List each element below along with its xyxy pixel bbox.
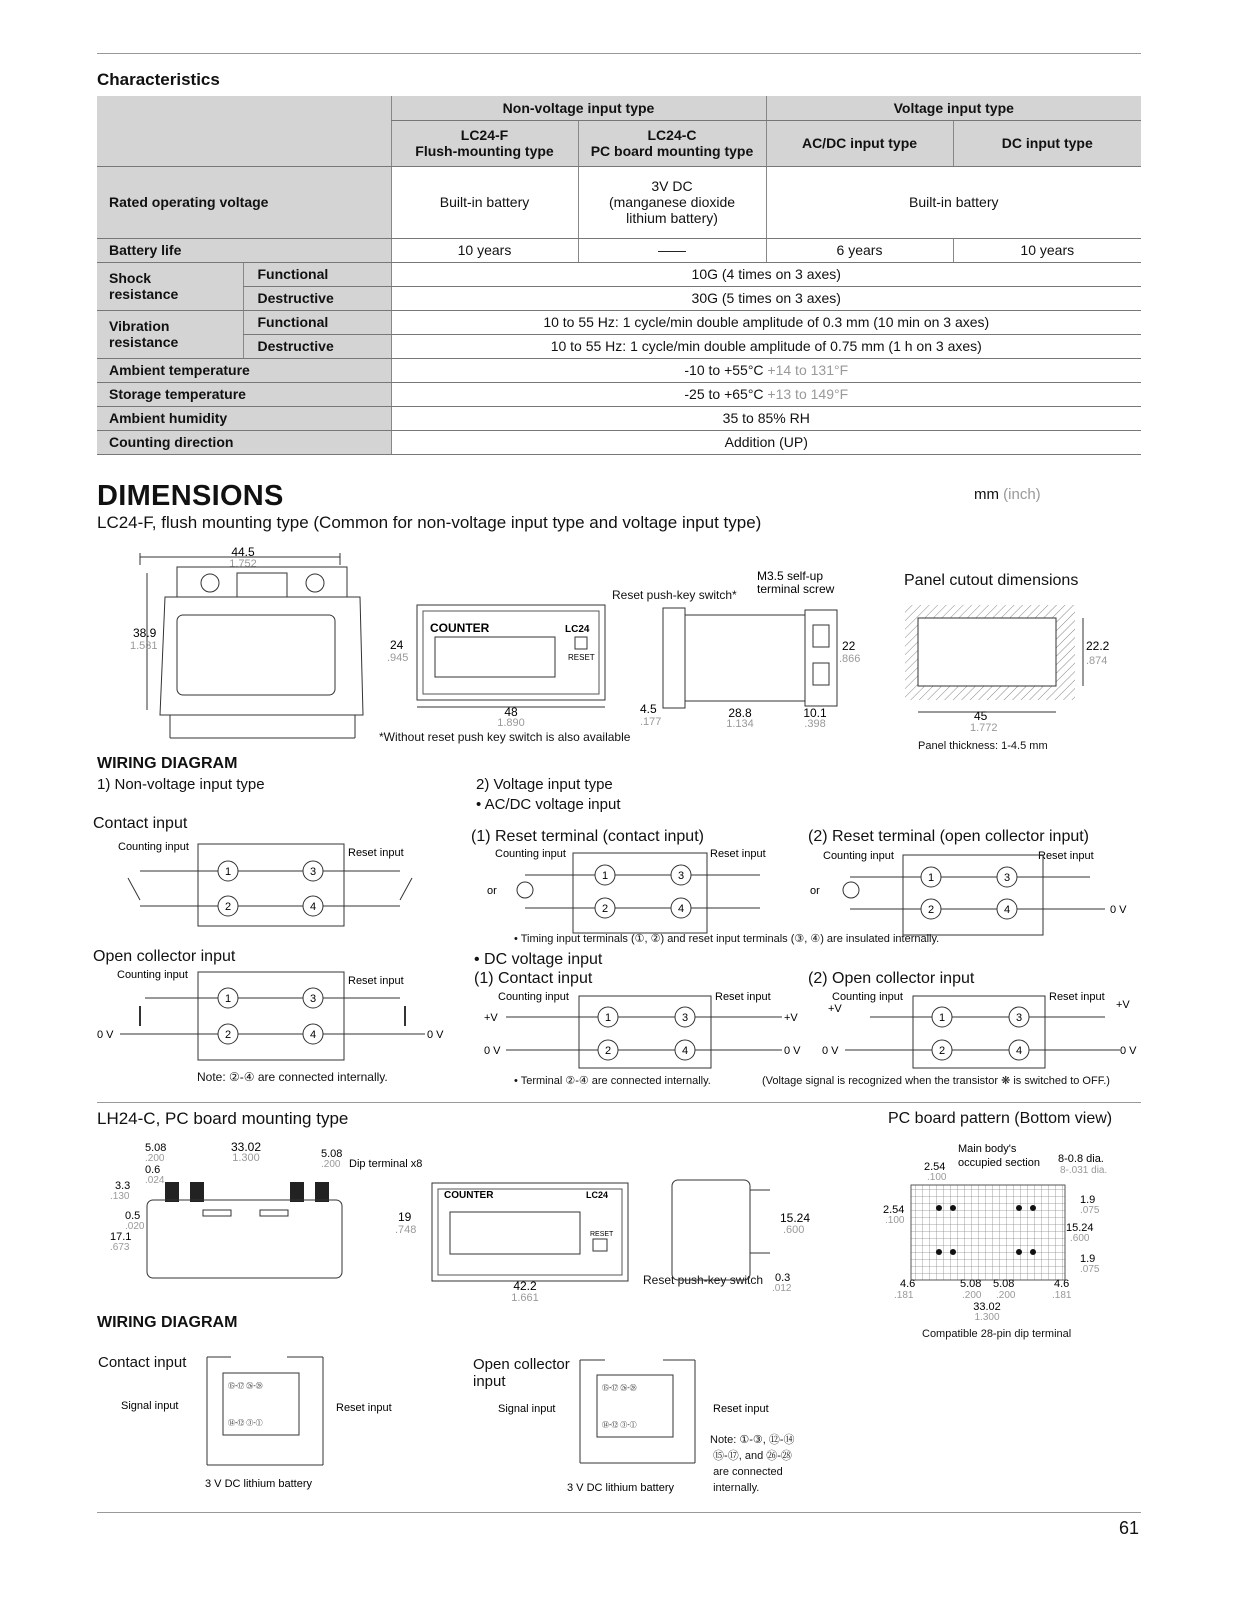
svg-text:4.6: 4.6: [900, 1278, 916, 1290]
lc24f-title: LC24-F, flush mounting type (Common for non-voltage input type and voltage input type): [97, 513, 762, 532]
svg-text:+V: +V: [1116, 999, 1130, 1011]
voltage-type-label: 2) Voltage input type: [476, 776, 613, 793]
timing-note: • Timing input terminals (①, ②) and reset input terminals (③, ④) are insulated internally.: [514, 933, 940, 945]
svg-text:Reset input: Reset input: [715, 991, 771, 1003]
lc24f-side-view: [635, 570, 875, 740]
svg-text:⑭-⑫ ③-①: ⑭-⑫ ③-①: [228, 1420, 263, 1427]
svg-text:0.3: 0.3: [775, 1272, 791, 1284]
svg-text:Reset input: Reset input: [348, 975, 404, 987]
svg-text:3: 3: [1015, 1012, 1023, 1024]
svg-text:Counting input: Counting input: [832, 991, 903, 1003]
acdc-bullet: • AC/DC voltage input: [476, 796, 621, 813]
svg-text:Counting input: Counting input: [495, 848, 566, 860]
svg-text:4.6: 4.6: [1054, 1278, 1070, 1290]
svg-text:.130: .130: [110, 1191, 130, 1202]
svg-text:1.661: 1.661: [511, 1292, 539, 1304]
svg-text:4: 4: [681, 1045, 689, 1057]
svg-text:5.08: 5.08: [145, 1142, 167, 1154]
svg-text:15.24: 15.24: [1066, 1222, 1094, 1234]
units-label: mm (inch): [974, 486, 1041, 503]
svg-text:3: 3: [681, 1012, 689, 1024]
dim-1-531: 1.531: [130, 640, 158, 652]
non-voltage-label: 1) Non-voltage input type: [97, 776, 265, 793]
without-reset-note: *Without reset push key switch is also available: [379, 730, 631, 744]
dim-44-5: 44.5: [231, 545, 255, 559]
svg-text:4: 4: [309, 1029, 317, 1041]
svg-text:Reset input: Reset input: [713, 1403, 769, 1415]
svg-text:.075: .075: [1080, 1264, 1100, 1275]
pcb-pattern: [880, 1140, 1120, 1330]
lh24c-contact-diagram: [115, 1355, 425, 1495]
dim-10-1: 10.1: [803, 706, 827, 720]
table-row: Battery life 10 years —— 6 years 10 years: [97, 238, 1141, 262]
table-row: Rated operating voltage Built-in battery 3V DC (manganese dioxide lithium battery) Built-in battery: [97, 166, 1141, 238]
dc-oc-label: (2) Open collector input: [808, 970, 975, 987]
voltage-signal-note: (Voltage signal is recognized when the transistor ❋ is switched to OFF.): [762, 1075, 1110, 1087]
dc-contact-diagram: [484, 988, 804, 1068]
svg-text:0 V: 0 V: [427, 1029, 444, 1041]
svg-text:⑮-⑰ ㉖-㉘: ⑮-⑰ ㉖-㉘: [228, 1383, 263, 1390]
svg-text:Dip terminal x8: Dip terminal x8: [349, 1158, 423, 1170]
svg-text:⑭-⑫ ③-①: ⑭-⑫ ③-①: [602, 1422, 637, 1429]
svg-text:or: or: [810, 885, 820, 897]
characteristics-title: Characteristics: [97, 70, 220, 89]
svg-text:1.9: 1.9: [1080, 1194, 1096, 1206]
svg-text:COUNTER: COUNTER: [444, 1190, 494, 1201]
header-dc: DC input type: [953, 120, 1141, 166]
contact-input-label-2: Contact input: [98, 1354, 187, 1371]
svg-text:0 V: 0 V: [784, 1045, 801, 1057]
svg-text:Reset input: Reset input: [348, 847, 404, 859]
dim-945: .945: [387, 652, 409, 664]
svg-text:Reset input: Reset input: [1049, 991, 1105, 1003]
bottom-rule: [97, 1512, 1141, 1513]
reset-label: RESET: [568, 653, 595, 662]
counter-label: COUNTER: [430, 621, 490, 635]
svg-text:5.08: 5.08: [960, 1278, 982, 1290]
svg-text:Reset input: Reset input: [1038, 850, 1094, 862]
header-lc24c: LC24-C PC board mounting type: [578, 120, 766, 166]
svg-text:occupied section: occupied section: [958, 1157, 1040, 1169]
svg-text:Reset input: Reset input: [710, 848, 766, 860]
svg-text:.012: .012: [772, 1283, 792, 1294]
svg-text:33.02: 33.02: [230, 1140, 262, 1154]
svg-text:0 V: 0 V: [822, 1045, 839, 1057]
lc24-label: LC24: [565, 624, 590, 635]
table-row: Shock resistance Functional 10G (4 times on 3 axes): [97, 262, 1141, 286]
reset-switch-note: Reset push-key switch*: [612, 588, 737, 602]
svg-text:.200: .200: [996, 1290, 1016, 1301]
panel-cutout-drawing: [900, 600, 1120, 735]
top-rule: [97, 53, 1141, 54]
open-collector-diagram: [95, 966, 455, 1066]
lh24c-side-view: [105, 1140, 435, 1290]
svg-text:Counting input: Counting input: [117, 969, 188, 981]
dc-oc-diagram: [820, 988, 1140, 1068]
m35-label-2: terminal screw: [757, 582, 835, 596]
svg-text:.181: .181: [894, 1290, 914, 1301]
reset-oc-label: (2) Reset terminal (open collector input): [808, 828, 1090, 845]
dim-48: 48: [504, 705, 518, 719]
header-acdc: AC/DC input type: [766, 120, 953, 166]
contact-input-label: Contact input: [93, 815, 188, 832]
svg-text:LC24: LC24: [586, 1190, 609, 1200]
svg-text:.024: .024: [145, 1175, 165, 1186]
svg-text:0.6: 0.6: [145, 1164, 161, 1176]
svg-text:⑮-⑰ ㉖-㉘: ⑮-⑰ ㉖-㉘: [602, 1385, 637, 1392]
svg-text:2: 2: [224, 1029, 232, 1041]
svg-text:1.9: 1.9: [1080, 1253, 1096, 1265]
cutout-22-2: 22.2: [1086, 639, 1110, 653]
svg-text:15.24: 15.24: [780, 1211, 811, 1225]
dim-866: .866: [839, 653, 861, 665]
wiring-title-2: WIRING DIAGRAM: [97, 1314, 238, 1331]
svg-text:or: or: [487, 885, 497, 897]
header-non-voltage: Non-voltage input type: [391, 96, 766, 120]
table-row: Ambient humidity 35 to 85% RH: [97, 406, 1141, 430]
svg-text:1: 1: [938, 1012, 946, 1024]
reset-contact-label: (1) Reset terminal (contact input): [471, 828, 704, 845]
svg-text:1: 1: [601, 870, 609, 882]
svg-text:1.300: 1.300: [974, 1312, 1000, 1323]
dim-177: .177: [640, 716, 662, 728]
dim-28-8: 28.8: [728, 706, 752, 720]
open-collector-label: Open collector input: [93, 948, 236, 965]
svg-text:4: 4: [1003, 904, 1011, 916]
dim-1-752: 1.752: [229, 558, 257, 570]
svg-text:.075: .075: [1080, 1205, 1100, 1216]
cutout-1-772: 1.772: [970, 722, 998, 734]
panel-thickness: Panel thickness: 1-4.5 mm: [918, 740, 1048, 752]
note-2: Note: ①-③, ⑫-⑭ ⑮-⑰, and ㉖-㉘ are connected internally.: [710, 1434, 795, 1494]
svg-text:2: 2: [604, 1045, 612, 1057]
svg-text:8-.031 dia.: 8-.031 dia.: [1060, 1165, 1108, 1176]
svg-text:3 V DC lithium battery: 3 V DC lithium battery: [567, 1482, 674, 1494]
compatible-note: Compatible 28-pin dip terminal: [922, 1328, 1072, 1340]
svg-text:Signal input: Signal input: [498, 1403, 556, 1415]
svg-text:2: 2: [927, 904, 935, 916]
svg-text:0 V: 0 V: [97, 1029, 114, 1041]
svg-text:Counting input: Counting input: [498, 991, 569, 1003]
dim-1-134: 1.134: [726, 718, 754, 730]
svg-text:Signal input: Signal input: [121, 1400, 179, 1412]
table-row: Ambient temperature -10 to +55°C +14 to 131°F: [97, 358, 1141, 382]
panel-cutout-title: Panel cutout dimensions: [904, 572, 1079, 589]
svg-text:5.08: 5.08: [321, 1148, 343, 1160]
svg-text:.200: .200: [145, 1153, 165, 1164]
svg-text:1: 1: [927, 872, 935, 884]
svg-text:3.3: 3.3: [115, 1180, 131, 1192]
svg-text:19: 19: [398, 1210, 412, 1224]
acdc-contact-diagram: [470, 845, 780, 935]
lc24f-front-view: [385, 595, 625, 745]
svg-text:4: 4: [677, 903, 685, 915]
dim-4-5: 4.5: [640, 702, 657, 716]
svg-text:Counting input: Counting input: [823, 850, 894, 862]
m35-label-1: M3.5 self-up: [757, 569, 824, 583]
svg-text:1: 1: [224, 993, 232, 1005]
svg-text:.200: .200: [962, 1290, 982, 1301]
svg-text:1: 1: [224, 866, 232, 878]
acdc-oc-diagram: [795, 845, 1135, 935]
note-1: Note: ②-④ are connected internally.: [197, 1070, 388, 1084]
svg-text:42.2: 42.2: [513, 1279, 537, 1293]
svg-text:2.54: 2.54: [883, 1204, 905, 1216]
svg-text:Main body's: Main body's: [958, 1143, 1017, 1155]
svg-text:.600: .600: [1070, 1233, 1090, 1244]
svg-text:Reset input: Reset input: [336, 1402, 392, 1414]
svg-text:.600: .600: [783, 1224, 805, 1236]
dimensions-title: DIMENSIONS: [97, 480, 284, 512]
svg-text:.020: .020: [125, 1221, 145, 1232]
dim-22: 22: [842, 639, 856, 653]
dc-bullet: • DC voltage input: [474, 951, 603, 968]
cutout-45: 45: [974, 709, 988, 723]
pcb-title: PC board pattern (Bottom view): [888, 1110, 1113, 1127]
table-row: Vibration resistance Functional 10 to 55 Hz: 1 cycle/min double amplitude of 0.3 mm (10 min on 3 axes): [97, 310, 1141, 334]
section-rule: [97, 1102, 1141, 1103]
dim-1-890: 1.890: [497, 717, 525, 729]
table-row: Destructive 30G (5 times on 3 axes): [97, 286, 1141, 310]
svg-text:17.1: 17.1: [110, 1231, 132, 1243]
svg-text:3: 3: [309, 993, 317, 1005]
svg-text:.100: .100: [927, 1172, 947, 1183]
dim-24: 24: [390, 638, 404, 652]
lh24c-reset-switch: Reset push-key switch: [643, 1273, 764, 1287]
svg-text:.673: .673: [110, 1242, 130, 1253]
dim-398: .398: [804, 718, 826, 730]
page-number: 61: [1118, 1518, 1139, 1538]
svg-text:5.08: 5.08: [993, 1278, 1015, 1290]
svg-text:0.5: 0.5: [125, 1210, 141, 1222]
dim-38-9: 38.9: [133, 626, 157, 640]
dc-contact-label: (1) Contact input: [474, 970, 593, 987]
svg-text:.181: .181: [1052, 1290, 1072, 1301]
lh24c-side-profile: [660, 1175, 810, 1295]
table-row: Destructive 10 to 55 Hz: 1 cycle/min double amplitude of 0.75 mm (1 h on 3 axes): [97, 334, 1141, 358]
svg-text:Counting input: Counting input: [118, 841, 189, 853]
terminal-note: • Terminal ②-④ are connected internally.: [514, 1075, 711, 1087]
svg-text:3 V DC lithium battery: 3 V DC lithium battery: [205, 1478, 312, 1490]
svg-text:.748: .748: [395, 1224, 417, 1236]
table-row: Storage temperature -25 to +65°C +13 to 149°F: [97, 382, 1141, 406]
svg-text:.100: .100: [885, 1215, 905, 1226]
svg-text:3: 3: [1003, 872, 1011, 884]
svg-text:0 V: 0 V: [484, 1045, 501, 1057]
svg-text:.200: .200: [321, 1159, 341, 1170]
svg-text:0 V: 0 V: [1120, 1045, 1137, 1057]
contact-input-diagram: [100, 838, 450, 928]
wiring-title-1: WIRING DIAGRAM: [97, 755, 238, 772]
lh24c-title: LH24-C, PC board mounting type: [97, 1109, 349, 1128]
svg-text:8-0.8 dia.: 8-0.8 dia.: [1058, 1153, 1104, 1165]
cutout-874: .874: [1086, 655, 1108, 667]
svg-text:2: 2: [938, 1045, 946, 1057]
table-row: Counting direction Addition (UP): [97, 430, 1141, 454]
lh24c-front-view: [390, 1175, 650, 1305]
svg-text:2: 2: [601, 903, 609, 915]
svg-text:+V: +V: [828, 1003, 842, 1015]
svg-text:3: 3: [309, 866, 317, 878]
oc-label-2: Open collector input: [473, 1356, 570, 1390]
svg-text:RESET: RESET: [590, 1231, 614, 1238]
svg-text:2.54: 2.54: [924, 1161, 946, 1173]
svg-text:3: 3: [677, 870, 685, 882]
header-voltage: Voltage input type: [766, 96, 1141, 120]
svg-text:+V: +V: [784, 1012, 798, 1024]
svg-text:1.300: 1.300: [232, 1152, 260, 1164]
svg-text:4: 4: [309, 901, 317, 913]
characteristics-table: [97, 96, 1141, 455]
svg-text:33.02: 33.02: [973, 1301, 1001, 1313]
svg-text:1: 1: [604, 1012, 612, 1024]
svg-text:+V: +V: [484, 1012, 498, 1024]
svg-text:0 V: 0 V: [1110, 904, 1127, 916]
lc24f-top-view: [125, 545, 365, 745]
svg-text:2: 2: [224, 901, 232, 913]
svg-text:4: 4: [1015, 1045, 1023, 1057]
header-lc24f: LC24-F Flush-mounting type: [391, 120, 578, 166]
